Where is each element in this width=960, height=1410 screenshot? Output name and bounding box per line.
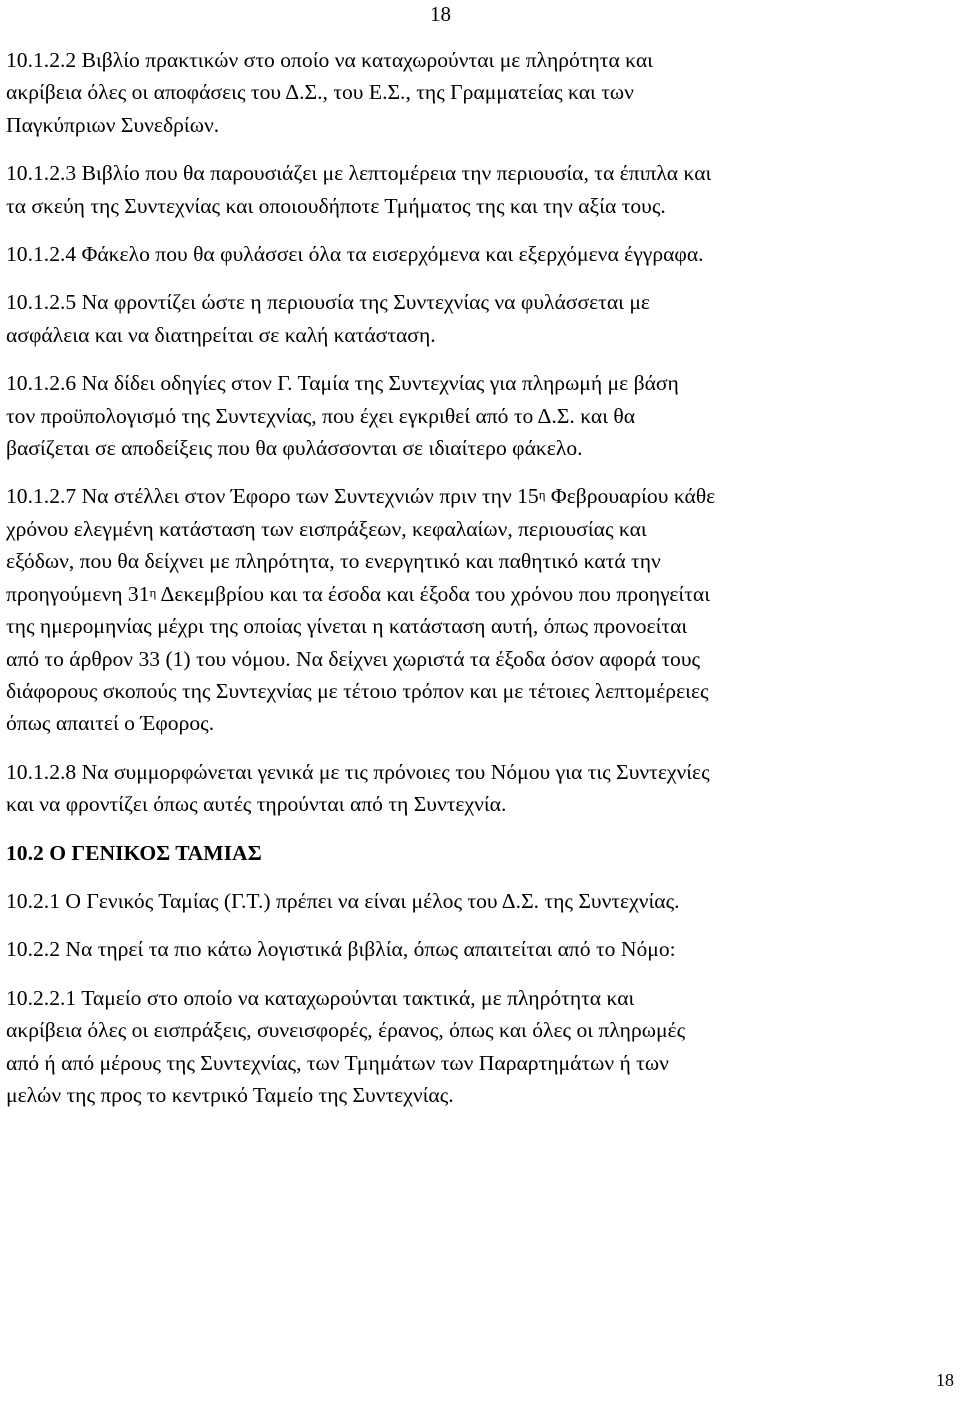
paragraph-line: τα σκεύη της Συντεχνίας και οποιουδήποτε Τμήματος της και την αξία τους. (6, 193, 666, 218)
paragraph-line: 10.1.2.5 Να φροντίζει ώστε η περιουσία της Συντεχνίας να φυλάσσεται με (6, 290, 650, 315)
paragraph-10-1-2-3 (6, 157, 954, 222)
paragraph-line: χρόνου ελεγμένη κατάσταση των εισπράξεων, κεφαλαίων, περιουσίας και (6, 516, 647, 541)
paragraph-line: από το άρθρον 33 (1) του νόμου. Να δείχνει χωριστά τα έξοδα όσον αφορά τους (6, 646, 701, 671)
paragraph-line (6, 578, 954, 610)
paragraph-line: εξόδων, που θα δείχνει με πληρότητα, το ενεργητικό και παθητικό κατά την (6, 549, 661, 574)
paragraph-10-1-2-2 (6, 44, 954, 141)
paragraph-line (6, 480, 954, 512)
paragraph-line: 10.1.2.2 Βιβλίο πρακτικών στο οποίο να καταχωρούνται με πληρότητα και (6, 48, 653, 72)
paragraph-line: διάφορους σκοπούς της Συντεχνίας με τέτοιο τρόπον και με τέτοιες λεπτομέρειες (6, 678, 709, 703)
paragraph-10-1-2-7 (6, 480, 954, 739)
section-heading: 10.2 Ο ΓΕΝΙΚΟΣ ΤΑΜΙΑΣ (6, 840, 262, 865)
paragraph-line: 10.2.2.1 Ταμείο στο οποίο να καταχωρούνται τακτικά, με πληρότητα και (6, 985, 635, 1010)
paragraph-line: ασφάλεια και να διατηρείται σε καλή κατάσταση. (6, 322, 436, 347)
line-text: Φεβρουαρίου κάθε (545, 484, 716, 509)
paragraph-line: ακρίβεια όλες οι αποφάσεις του Δ.Σ., του Ε.Σ., της Γραμματείας και των (6, 80, 634, 105)
ordinal-superscript: η (149, 584, 157, 600)
paragraph-10-2-2 (6, 933, 954, 965)
page-number-bottom: 18 (936, 1370, 954, 1390)
paragraph-line: από ή από μέρους της Συντεχνίας, των Τμημάτων των Παραρτημάτων ή των (6, 1050, 669, 1075)
paragraph-10-1-2-4 (6, 238, 954, 270)
paragraph-10-2-2-1 (6, 982, 954, 1112)
line-text: προηγούμενη 31 (6, 581, 150, 606)
line-text: 10.1.2.7 Να στέλλει στον Έφορο των Συντεχνιών πριν την 15 (6, 484, 539, 509)
ordinal-superscript: η (538, 487, 546, 503)
paragraph-line: ακρίβεια όλες οι εισπράξεις, συνεισφορές, έρανος, όπως και όλες οι πληρωμές (6, 1018, 686, 1043)
paragraph-line: 10.1.2.4 Φάκελο που θα φυλάσσει όλα τα εισερχόμενα και εξερχόμενα έγγραφα. (6, 242, 704, 267)
paragraph-line: όπως απαιτεί ο Έφορος. (6, 711, 215, 736)
paragraph-line: μελών της προς το κεντρικό Ταμείο της Συντεχνίας. (6, 1082, 454, 1107)
paragraph-line: της ημερομηνίας μέχρι της οποίας γίνεται η κατάσταση αυτή, όπως προνοείται (6, 614, 688, 639)
paragraph-10-1-2-8 (6, 756, 954, 821)
paragraph-line: 10.1.2.6 Να δίδει οδηγίες στον Γ. Ταμία της Συντεχνίας για πληρωμή με βάση (6, 371, 679, 396)
paragraph-line: 10.1.2.3 Βιβλίο που θα παρουσιάζει με λεπτομέρεια την περιουσία, τα έπιπλα και (6, 161, 712, 186)
paragraph-line: Παγκύπριων Συνεδρίων. (6, 112, 220, 137)
paragraph-line: 10.1.2.8 Να συμμορφώνεται γενικά με τις πρόνοιες του Νόμου για τις Συντεχνίες (6, 759, 710, 784)
paragraph-line: και να φροντίζει όπως αυτές τηρούνται από τη Συντεχνία. (6, 792, 507, 817)
paragraph-line: 10.2.2 Να τηρεί τα πιο κάτω λογιστικά βιβλία, όπως απαιτείται από το Νόμο: (6, 937, 676, 962)
line-text: Δεκεμβρίου και τα έσοδα και έξοδα του χρόνου που προηγείται (156, 581, 711, 606)
paragraph-10-2-1 (6, 885, 954, 917)
document-body (6, 44, 954, 1127)
paragraph-line: τον προϋπολογισμό της Συντεχνίας, που έχει εγκριθεί από το Δ.Σ. και θα (6, 403, 636, 428)
page-number-top: 18 (430, 2, 451, 26)
paragraph-line: 10.2.1 Ο Γενικός Ταμίας (Γ.Τ.) πρέπει να είναι μέλος του Δ.Σ. της Συντεχνίας. (6, 888, 680, 913)
paragraph-10-1-2-6 (6, 367, 954, 464)
paragraph-10-1-2-5 (6, 286, 954, 351)
paragraph-line: βασίζεται σε αποδείξεις που θα φυλάσσονται σε ιδιαίτερο φάκελο. (6, 436, 583, 461)
